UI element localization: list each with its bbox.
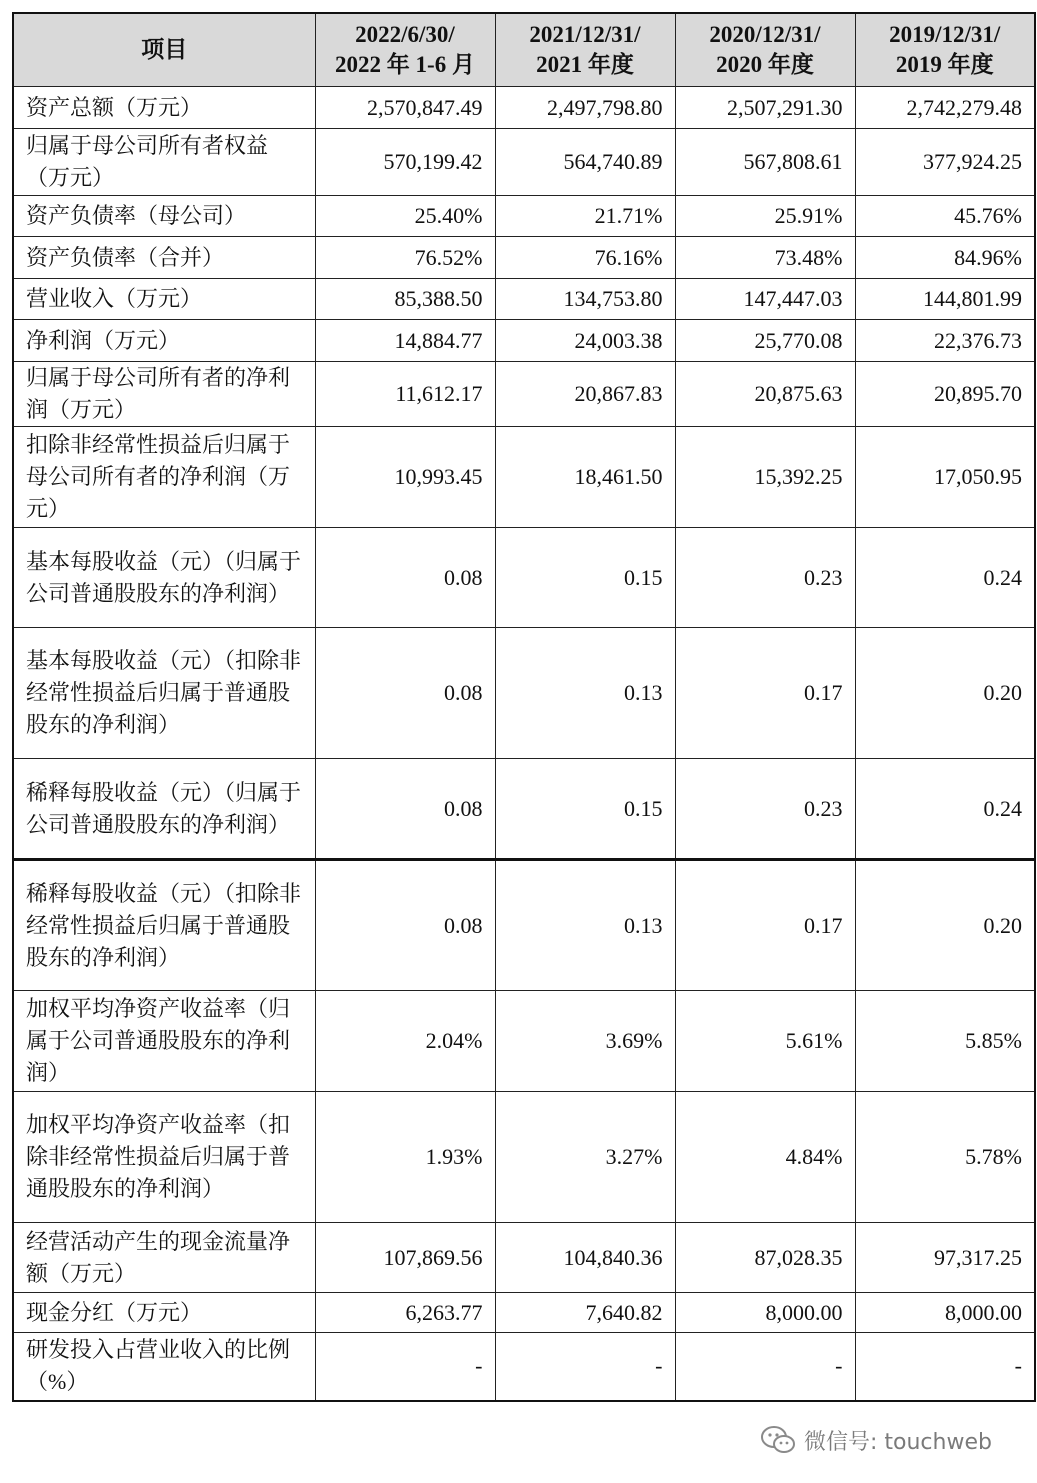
cell-value: 564,740.89 — [495, 129, 675, 196]
cell-value: 377,924.25 — [855, 129, 1035, 196]
header-col: 2020/12/31/ 2020 年度 — [675, 13, 855, 87]
watermark-text: 微信号: touchweb — [804, 1429, 992, 1455]
row-label: 经营活动产生的现金流量净额（万元） — [13, 1223, 315, 1293]
cell-value: 3.69% — [495, 991, 675, 1092]
cell-value: 3.27% — [495, 1092, 675, 1223]
table-row — [13, 320, 1035, 362]
cell-value: 107,869.56 — [315, 1223, 495, 1293]
cell-value: 0.13 — [495, 628, 675, 759]
cell-value: 22,376.73 — [855, 320, 1035, 362]
cell-value: 85,388.50 — [315, 279, 495, 320]
cell-value: 73.48% — [675, 237, 855, 279]
cell-value: 134,753.80 — [495, 279, 675, 320]
header-item: 项目 — [13, 13, 315, 87]
row-label: 稀释每股收益（元）（归属于公司普通股股东的净利润） — [13, 759, 315, 860]
cell-value: 10,993.45 — [315, 427, 495, 528]
row-label: 净利润（万元） — [13, 320, 315, 362]
header-col: 2019/12/31/ 2019 年度 — [855, 13, 1035, 87]
cell-value: 0.24 — [855, 759, 1035, 860]
table-row — [13, 860, 1035, 991]
cell-value: 0.15 — [495, 759, 675, 860]
cell-value: 0.17 — [675, 860, 855, 991]
cell-value: 567,808.61 — [675, 129, 855, 196]
cell-value: 0.17 — [675, 628, 855, 759]
cell-value: 2,507,291.30 — [675, 87, 855, 129]
table-row — [13, 129, 1035, 196]
table-row — [13, 196, 1035, 237]
financial-table — [12, 12, 1036, 1402]
row-label: 加权平均净资产收益率（扣除非经常性损益后归属于普通股股东的净利润） — [13, 1092, 315, 1223]
cell-value: 0.23 — [675, 759, 855, 860]
watermark — [760, 1422, 992, 1458]
cell-value: 0.08 — [315, 528, 495, 628]
row-label: 现金分红（万元） — [13, 1293, 315, 1333]
cell-value: 14,884.77 — [315, 320, 495, 362]
cell-value: 104,840.36 — [495, 1223, 675, 1293]
cell-value: 11,612.17 — [315, 362, 495, 427]
cell-value: 144,801.99 — [855, 279, 1035, 320]
cell-value: 25.91% — [675, 196, 855, 237]
cell-value: 20,875.63 — [675, 362, 855, 427]
row-label: 资产负债率（合并） — [13, 237, 315, 279]
cell-value: 97,317.25 — [855, 1223, 1035, 1293]
row-label: 基本每股收益（元）（扣除非经常性损益后归属于普通股股东的净利润） — [13, 628, 315, 759]
cell-value: 2.04% — [315, 991, 495, 1092]
cell-value: 0.15 — [495, 528, 675, 628]
cell-value: 7,640.82 — [495, 1293, 675, 1333]
cell-value: 2,497,798.80 — [495, 87, 675, 129]
row-label: 归属于母公司所有者的净利润（万元） — [13, 362, 315, 427]
cell-value: 147,447.03 — [675, 279, 855, 320]
cell-value: 8,000.00 — [675, 1293, 855, 1333]
cell-value: 0.08 — [315, 759, 495, 860]
row-label: 资产总额（万元） — [13, 87, 315, 129]
cell-value: 0.13 — [495, 860, 675, 991]
table-row — [13, 991, 1035, 1092]
table-row — [13, 362, 1035, 427]
cell-value: 6,263.77 — [315, 1293, 495, 1333]
cell-value: 8,000.00 — [855, 1293, 1035, 1333]
cell-value: 25,770.08 — [675, 320, 855, 362]
table-row — [13, 528, 1035, 628]
row-label: 基本每股收益（元）（归属于公司普通股股东的净利润） — [13, 528, 315, 628]
table-row — [13, 628, 1035, 759]
table-row — [13, 1333, 1035, 1401]
cell-value: 17,050.95 — [855, 427, 1035, 528]
cell-value: 24,003.38 — [495, 320, 675, 362]
header-col: 2022/6/30/ 2022 年 1-6 月 — [315, 13, 495, 87]
table-row — [13, 237, 1035, 279]
table-row — [13, 1293, 1035, 1333]
cell-value: 4.84% — [675, 1092, 855, 1223]
cell-value: 0.20 — [855, 860, 1035, 991]
cell-value: 1.93% — [315, 1092, 495, 1223]
header-col: 2021/12/31/ 2021 年度 — [495, 13, 675, 87]
cell-value: - — [495, 1333, 675, 1401]
row-label: 稀释每股收益（元）（扣除非经常性损益后归属于普通股股东的净利润） — [13, 860, 315, 991]
cell-value: 84.96% — [855, 237, 1035, 279]
cell-value: 5.61% — [675, 991, 855, 1092]
row-label: 研发投入占营业收入的比例（%） — [13, 1333, 315, 1401]
row-label: 营业收入（万元） — [13, 279, 315, 320]
cell-value: 76.52% — [315, 237, 495, 279]
cell-value: 45.76% — [855, 196, 1035, 237]
cell-value: 25.40% — [315, 196, 495, 237]
row-label: 加权平均净资产收益率（归属于公司普通股股东的净利润） — [13, 991, 315, 1092]
cell-value: - — [675, 1333, 855, 1401]
cell-value: 0.20 — [855, 628, 1035, 759]
cell-value: 15,392.25 — [675, 427, 855, 528]
cell-value: 0.08 — [315, 860, 495, 991]
row-label: 归属于母公司所有者权益（万元） — [13, 129, 315, 196]
cell-value: 21.71% — [495, 196, 675, 237]
cell-value: 570,199.42 — [315, 129, 495, 196]
cell-value: 0.23 — [675, 528, 855, 628]
wechat-icon — [760, 1425, 796, 1455]
header-row — [13, 13, 1035, 87]
cell-value: - — [315, 1333, 495, 1401]
cell-value: 2,570,847.49 — [315, 87, 495, 129]
table-row — [13, 759, 1035, 860]
cell-value: 2,742,279.48 — [855, 87, 1035, 129]
table-row — [13, 87, 1035, 129]
cell-value: 0.24 — [855, 528, 1035, 628]
row-label: 资产负债率（母公司） — [13, 196, 315, 237]
cell-value: 76.16% — [495, 237, 675, 279]
cell-value: 5.85% — [855, 991, 1035, 1092]
table-row — [13, 427, 1035, 528]
cell-value: 18,461.50 — [495, 427, 675, 528]
cell-value: 20,895.70 — [855, 362, 1035, 427]
cell-value: 5.78% — [855, 1092, 1035, 1223]
cell-value: 0.08 — [315, 628, 495, 759]
cell-value: - — [855, 1333, 1035, 1401]
table-row — [13, 279, 1035, 320]
table-row — [13, 1092, 1035, 1223]
cell-value: 87,028.35 — [675, 1223, 855, 1293]
row-label: 扣除非经常性损益后归属于母公司所有者的净利润（万元） — [13, 427, 315, 528]
cell-value: 20,867.83 — [495, 362, 675, 427]
table-row — [13, 1223, 1035, 1293]
